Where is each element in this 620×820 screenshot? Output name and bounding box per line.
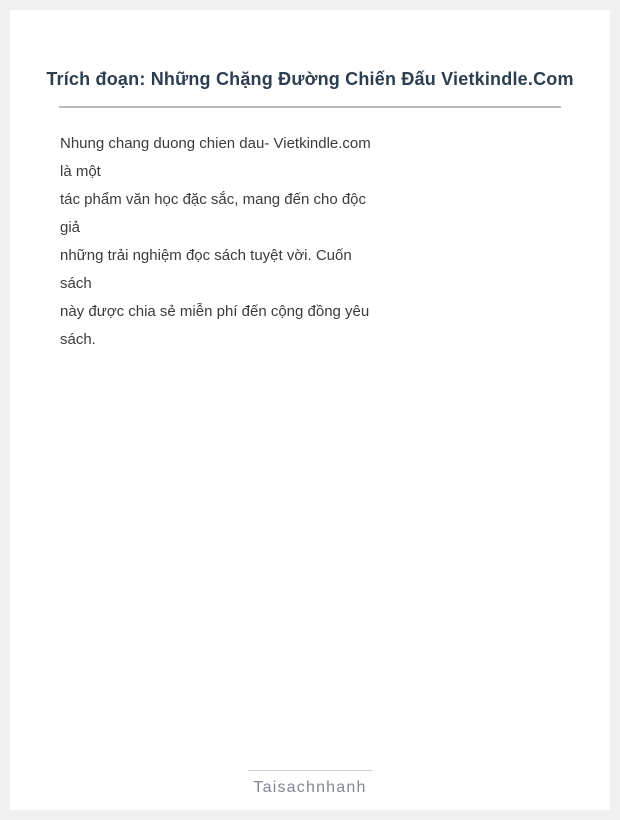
excerpt-line-7: này được chia sẻ miễn phí đến cộng đồng yêu (60, 303, 370, 320)
page-title: Trích đoạn: Những Chặng Đường Chiến Đấu Vietkindle.Com (46, 69, 574, 89)
excerpt-paragraph (10, 130, 610, 354)
footer-divider (248, 770, 372, 771)
document-page (10, 10, 610, 810)
page-footer (10, 770, 610, 798)
excerpt-line-4: giả (60, 219, 81, 236)
excerpt-line-1: Nhung chang duong chien dau- Vietkindle.com (60, 135, 371, 152)
excerpt-line-8: sách. (60, 331, 96, 348)
excerpt-line-2: là một (60, 163, 101, 180)
excerpt-line-6: sách (60, 275, 92, 292)
title-divider (59, 106, 561, 108)
excerpt-line-5: những trải nghiệm đọc sách tuyệt vời. Cuốn (60, 247, 352, 264)
footer-site-name: Taisachnhanh (253, 779, 367, 796)
excerpt-line-3: tác phẩm văn học đặc sắc, mang đến cho độc (60, 191, 367, 208)
